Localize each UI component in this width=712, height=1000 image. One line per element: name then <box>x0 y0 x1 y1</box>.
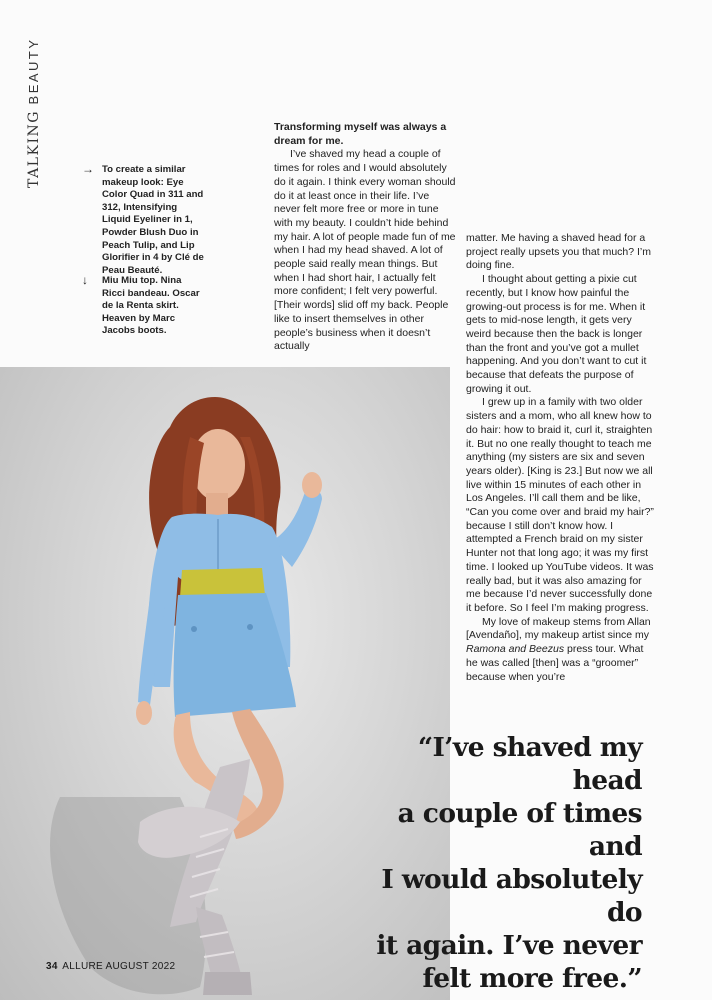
article-paragraph: matter. Me having a shaved head for a project really upsets you that much? I’m doing fine. <box>466 232 652 272</box>
fashion-credit <box>82 275 204 338</box>
page-number: 34 <box>46 961 58 972</box>
pull-quote-line: it again. I’ve never <box>376 930 642 961</box>
article-column-1 <box>274 121 456 354</box>
film-title: Ramona and Beezus <box>466 643 565 656</box>
magazine-name: ALLURE <box>62 961 103 972</box>
makeup-credit-text: To create a similar makeup look: Eye Color Quad in 311 and 312, Intensifying Liquid Eyeliner in 1, Powder Blush Duo in Peach Tulip, and Lip Glorifier in 4 by Clé de Peau Beauté. <box>102 164 204 276</box>
pull-quote-line: “I’ve shaved my head <box>417 732 642 796</box>
section-tag-word2: BEAUTY <box>26 37 41 105</box>
section-tag-word1: TALKING <box>26 110 42 188</box>
fashion-credit-text: Miu Miu top. Nina Ricci bandeau. Oscar de la Renta skirt. Heaven by Marc Jacobs boots. <box>102 275 200 337</box>
article-column-2 <box>466 232 656 684</box>
page-folio <box>46 961 175 972</box>
article-paragraph: I’ve shaved my head a couple of times for roles and I would absolutely do it again. I think every woman should do it at least once in their life. I’ve never felt more free or more in tune with my beauty. I couldn’t hide behind my hair. A lot of people made fun of me when I had my head shaved. A lot of people said really mean things. But when I had short hair, I actually felt more confident; I felt very powerful. [Their words] slid off my back. People like to insert themselves in other people’s business when it doesn’t actually <box>274 148 456 353</box>
issue-date: AUGUST 2022 <box>105 961 176 972</box>
article-paragraph: I grew up in a family with two older sisters and a mom, who all knew how to do hair: how to braid it, curl it, straighten it. But no one really thought to teach me anything (my sisters are six and seven years older). [King is 23.] But now we all live within 15 minutes of each other in Los Angeles. I’ll call them and be like, “Can you come over and braid my hair?” because I still don’t know how. I attempted a French braid on my sister Hunter not that long ago; it was my first time. I looked up YouTube videos. It was really bad, but it was also amazing for me because I’d never successfully done it before. So I feel I’m making progress. <box>466 396 654 614</box>
article-text: press tour. What he was called [then] was a “groomer” because when you’re <box>466 643 644 683</box>
makeup-credit <box>82 164 204 277</box>
right-arrow-icon: → <box>82 162 94 176</box>
down-arrow-icon: ↓ <box>82 273 88 287</box>
pull-quote <box>352 731 642 995</box>
pull-quote-line: felt more free.” <box>422 963 642 994</box>
pull-quote-line: I would absolutely do <box>381 864 642 928</box>
pull-quote-line: a couple of times and <box>397 798 642 862</box>
article-lead: Transforming myself was always a dream for me. <box>274 121 447 147</box>
article-text: My love of makeup stems from Allan [Avendaño], my makeup artist since my <box>466 615 651 642</box>
article-paragraph <box>466 616 656 685</box>
article-paragraph: I thought about getting a pixie cut recently, but I know how painful the growing-out process is for me. When it gets to mid-nose length, it gets very weird because then the back is longer than the front and you’ve got a mullet happening. And you don’t want to cut it because that defeats the purpose of growing it out. <box>466 273 647 395</box>
section-tag <box>26 37 42 188</box>
